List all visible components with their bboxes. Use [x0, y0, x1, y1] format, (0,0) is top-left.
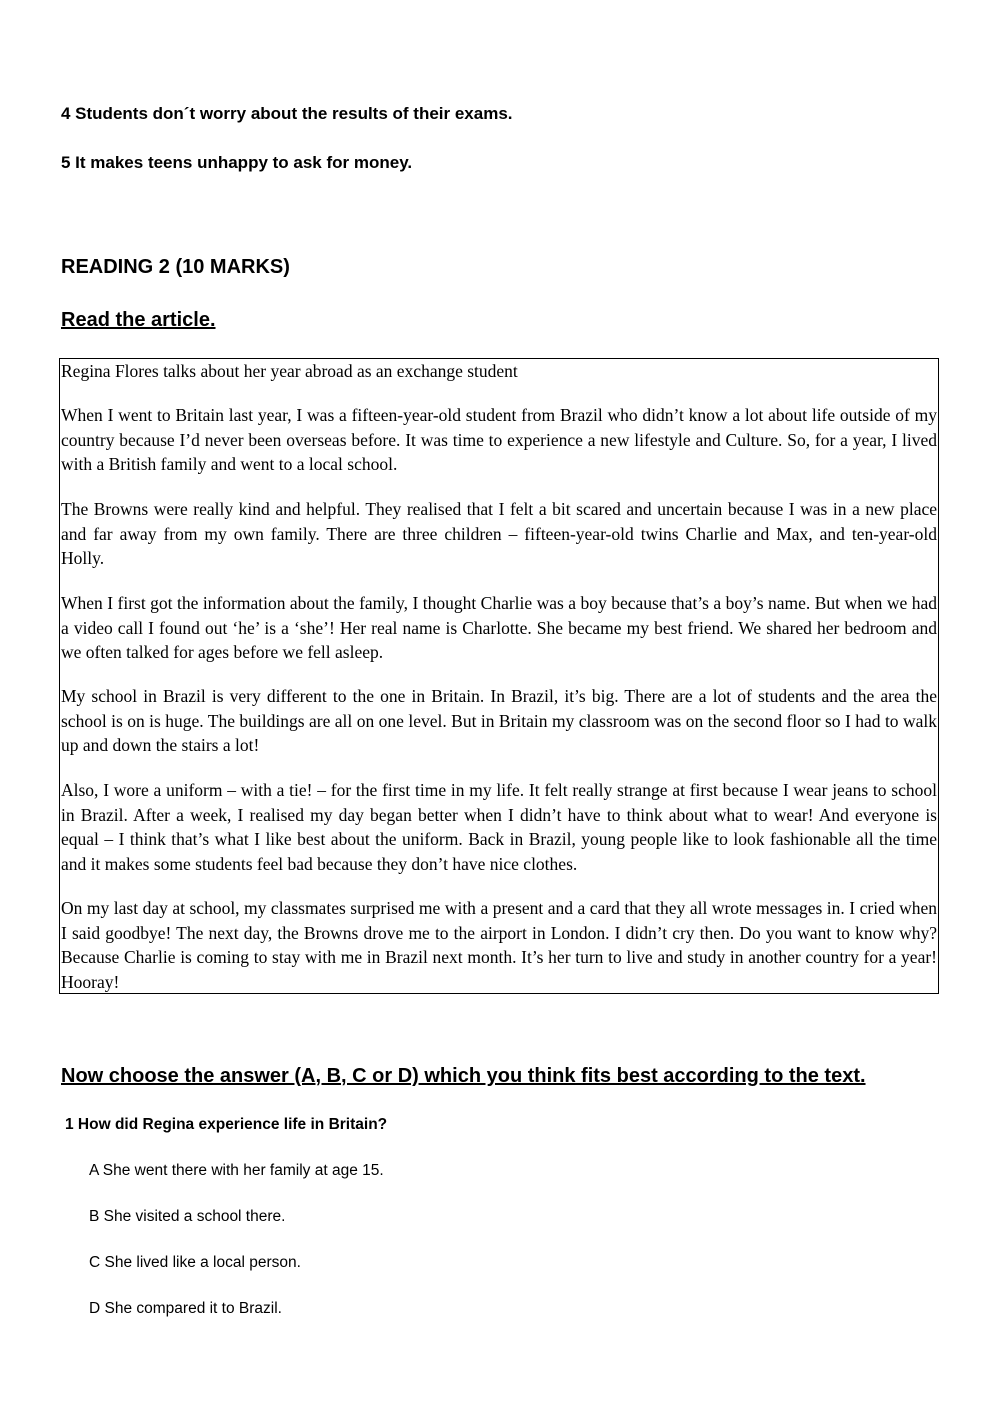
article-box	[59, 358, 939, 994]
statement-5: 5 It makes teens unhappy to ask for money.	[61, 153, 413, 172]
option-a[interactable]: A She went there with her family at age 15.	[89, 1162, 384, 1179]
question-1: 1 How did Regina experience life in Britain?	[65, 1116, 388, 1133]
option-d[interactable]: D She compared it to Brazil.	[89, 1300, 282, 1317]
task-instruction: Now choose the answer (A, B, C or D) which you think fits best according to the text.	[61, 1065, 866, 1087]
article-paragraph: The Browns were really kind and helpful. They realised that I felt a bit scared and uncertain because I was in a new place and far away from my own family. There are three children – fifteen-year-old twins Charlie and Max, and ten-year-old Holly.	[61, 499, 937, 568]
option-c[interactable]: C She lived like a local person.	[89, 1254, 301, 1271]
article-title: Regina Flores talks about her year abroad as an exchange student	[61, 361, 518, 381]
read-instruction: Read the article.	[61, 309, 216, 331]
section-heading: READING 2 (10 MARKS)	[61, 256, 290, 278]
article-paragraph: Also, I wore a uniform – with a tie! – for the first time in my life. It felt really strange at first because I wear jeans to school in Brazil. After a week, I realised my day began better when I didn’t have to think about what to wear! And everyone is equal – I think that’s what I like best about the uniform. Back in Brazil, young people like to look fashionable all the time and it makes some students feel bad because they don’t have nice clothes.	[61, 780, 937, 874]
article-paragraph: When I first got the information about the family, I thought Charlie was a boy because that’s a boy’s name. But when we had a video call I found out ‘he’ is a ‘she’! Her real name is Charlotte. She became my best friend. We shared her bedroom and we often talked for ages before we fell asleep.	[61, 593, 937, 662]
article-paragraph: My school in Brazil is very different to the one in Britain. In Brazil, it’s big. There are a lot of students and the area the school is on is huge. The buildings are all on one level. But in Britain my classroom was on the second floor so I had to walk up and down the stairs a lot!	[61, 686, 937, 755]
option-b[interactable]: B She visited a school there.	[89, 1208, 286, 1225]
article-paragraph: When I went to Britain last year, I was a fifteen-year-old student from Brazil who didn’t know a lot about life outside of my country because I’d never been overseas before. It was time to experience a new lifestyle and Culture. So, for a year, I lived with a British family and went to a local school.	[61, 405, 937, 474]
statement-4: 4 Students don´t worry about the results of their exams.	[61, 104, 513, 123]
article-paragraph: On my last day at school, my classmates surprised me with a present and a card that they all wrote messages in. I cried when I said goodbye! The next day, the Browns drove me to the airport in London. I didn’t cry then. Do you want to know why? Because Charlie is coming to stay with me in Brazil next month. It’s her turn to live and study in another country for a year! Hooray!	[61, 898, 937, 992]
